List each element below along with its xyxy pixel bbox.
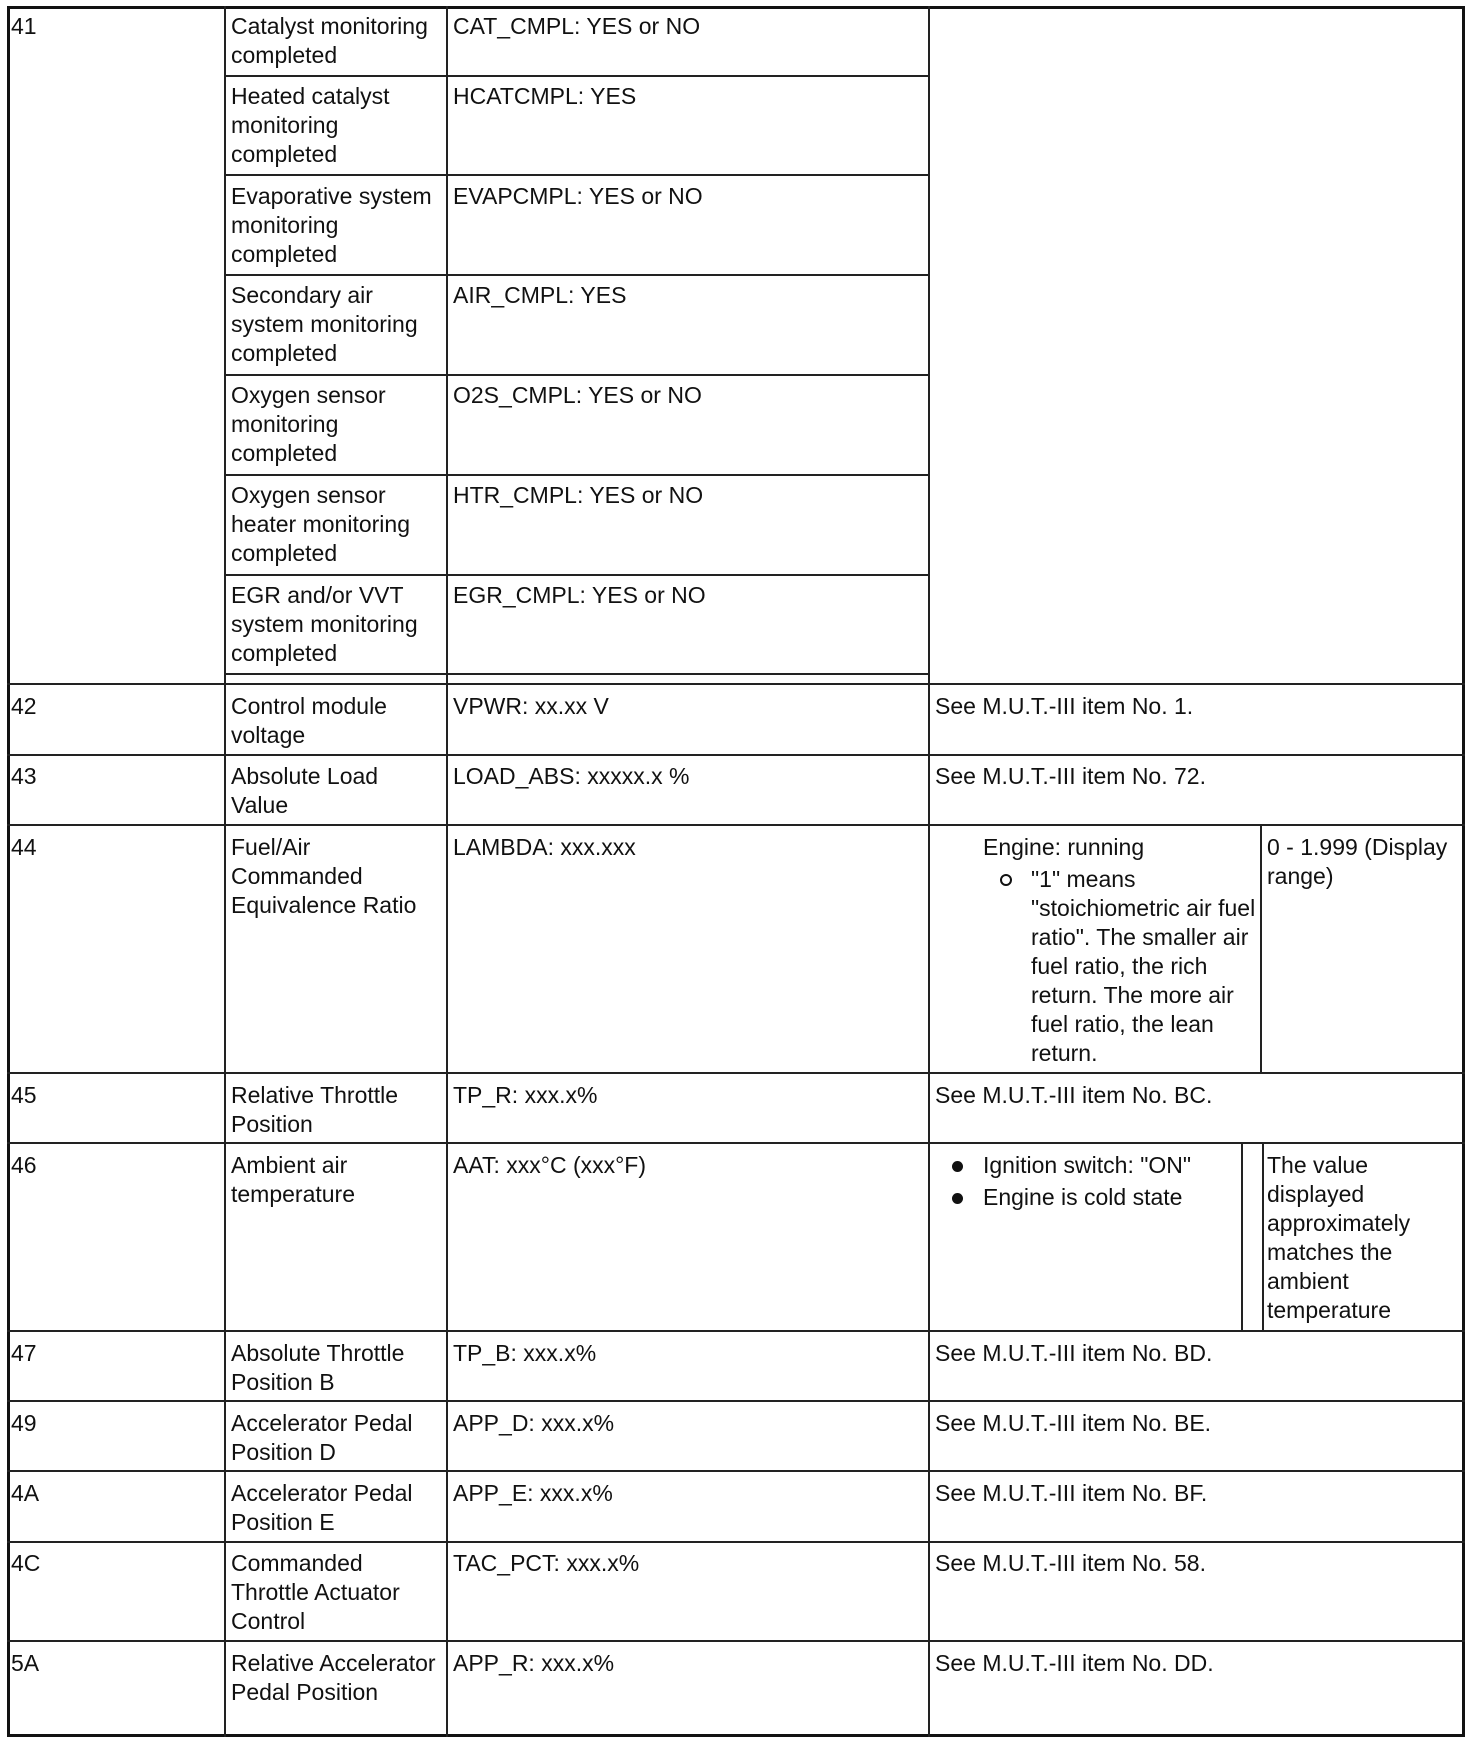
item-name: Absolute Throttle Position B	[231, 1340, 405, 1395]
column-divider	[1260, 824, 1262, 1072]
item-value: O2S_CMPL: YES or NO	[453, 382, 702, 408]
item-value: APP_E: xxx.x%	[453, 1480, 613, 1506]
item-value: VPWR: xx.xx V	[453, 693, 609, 719]
item-name: Fuel/Air Commanded Equivalence Ratio	[231, 834, 417, 918]
normal-condition: The value displayed approximately matches the ambient temperature	[1267, 1152, 1411, 1323]
item-value: EVAPCMPL: YES or NO	[453, 183, 703, 209]
item-reference: See M.U.T.-III item No. 58.	[935, 1550, 1206, 1576]
bullet-icon	[952, 1161, 963, 1172]
item-reference: See M.U.T.-III item No. BC.	[935, 1082, 1213, 1108]
check-condition: Ignition switch: "ON"	[983, 1152, 1192, 1178]
item-reference: See M.U.T.-III item No. BF.	[935, 1480, 1208, 1506]
item-name: Heated catalyst monitoring completed	[231, 83, 390, 167]
item-name: Evaporative system monitoring completed	[231, 183, 432, 267]
row-divider	[224, 75, 930, 77]
item-number: 44	[11, 834, 37, 860]
item-reference: See M.U.T.-III item No. BD.	[935, 1340, 1213, 1366]
row-divider	[224, 174, 930, 176]
check-condition: Engine is cold state	[983, 1184, 1183, 1210]
column-divider	[1241, 1142, 1243, 1330]
item-number: 4A	[11, 1480, 40, 1506]
item-value: HCATCMPL: YES	[453, 83, 637, 109]
column-divider	[928, 6, 930, 1737]
item-number: 43	[11, 763, 37, 789]
item-value: TP_R: xxx.x%	[453, 1082, 598, 1108]
row-divider	[224, 673, 930, 675]
item-value: CAT_CMPL: YES or NO	[453, 13, 701, 39]
normal-condition: 0 - 1.999 (Display range)	[1267, 834, 1448, 889]
item-value: EGR_CMPL: YES or NO	[453, 582, 706, 608]
item-name: Ambient air temperature	[231, 1152, 356, 1207]
column-divider	[224, 6, 226, 1737]
item-name: Relative Throttle Position	[231, 1082, 399, 1137]
item-number: 41	[11, 13, 37, 39]
item-value: APP_D: xxx.x%	[453, 1410, 615, 1436]
item-value: TP_B: xxx.x%	[453, 1340, 597, 1366]
item-name: Relative Accelerator Pedal Position	[231, 1650, 436, 1705]
item-name: Catalyst monitoring completed	[231, 13, 428, 68]
hollow-bullet-icon	[1000, 874, 1012, 886]
row-divider	[224, 274, 930, 276]
item-number: 5A	[11, 1650, 40, 1676]
row-divider	[224, 374, 930, 376]
column-divider	[446, 6, 448, 1737]
item-number: 4C	[11, 1550, 41, 1576]
item-reference: See M.U.T.-III item No. BE.	[935, 1410, 1212, 1436]
item-reference: See M.U.T.-III item No. 72.	[935, 763, 1206, 789]
item-number: 49	[11, 1410, 37, 1436]
item-name: EGR and/or VVT system monitoring completed	[231, 582, 418, 666]
condition-note: "1" means "stoichiometric air fuel ratio". The smaller air fuel ratio, the rich return. The more air fuel ratio, the lean return.	[1031, 866, 1256, 1066]
item-value: LAMBDA: xxx.xxx	[453, 834, 636, 860]
item-number: 47	[11, 1340, 37, 1366]
item-value: AAT: xxx°C (xxx°F)	[453, 1152, 647, 1178]
item-name: Secondary air system monitoring completed	[231, 282, 418, 366]
item-name: Oxygen sensor heater monitoring completed	[231, 482, 410, 566]
item-name: Accelerator Pedal Position E	[231, 1480, 413, 1535]
item-reference: See M.U.T.-III item No. DD.	[935, 1650, 1214, 1676]
item-value: AIR_CMPL: YES	[453, 282, 627, 308]
row-divider	[224, 474, 930, 476]
check-condition: Engine: running	[983, 834, 1145, 860]
item-number: 46	[11, 1152, 37, 1178]
item-number: 45	[11, 1082, 37, 1108]
column-divider	[1262, 1142, 1264, 1330]
item-name: Control module voltage	[231, 693, 387, 748]
item-value: APP_R: xxx.x%	[453, 1650, 615, 1676]
item-name: Oxygen sensor monitoring completed	[231, 382, 386, 466]
item-name: Absolute Load Value	[231, 763, 379, 818]
bullet-icon	[952, 1193, 963, 1204]
item-name: Accelerator Pedal Position D	[231, 1410, 413, 1465]
item-value: LOAD_ABS: xxxxx.x %	[453, 763, 690, 789]
row-divider	[224, 574, 930, 576]
item-name: Commanded Throttle Actuator Control	[231, 1550, 400, 1634]
item-number: 42	[11, 693, 37, 719]
item-value: HTR_CMPL: YES or NO	[453, 482, 704, 508]
item-reference: See M.U.T.-III item No. 1.	[935, 693, 1194, 719]
item-value: TAC_PCT: xxx.x%	[453, 1550, 640, 1576]
